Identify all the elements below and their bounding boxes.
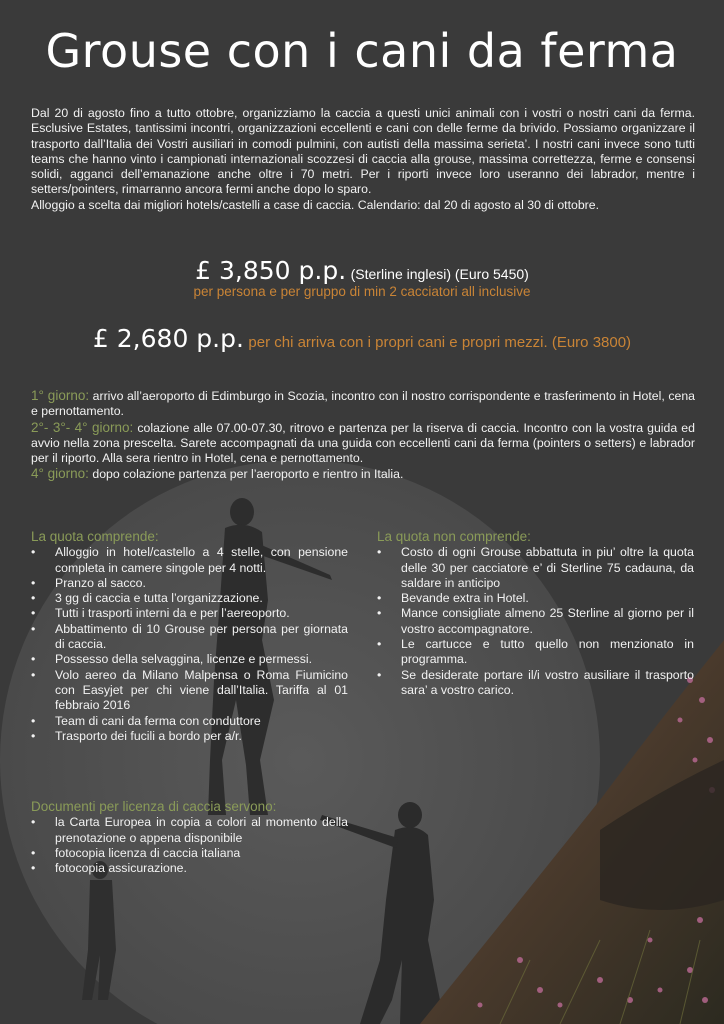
list-item: • Se desiderate portare il/i vostro ausiliare il trasporto sara’ a vostro carico.	[377, 668, 694, 699]
list-item: • Abbattimento di 10 Grouse per persona per giornata di caccia.	[31, 622, 348, 653]
intro-text	[31, 106, 695, 213]
day-label: 2°- 3°- 4° giorno:	[31, 419, 134, 435]
excludes-heading: La quota non comprende:	[377, 529, 531, 544]
includes-section	[31, 529, 348, 744]
list-item: • 3 gg di caccia e tutta l’organizzazione.	[31, 591, 348, 606]
list-item: • Team di cani da ferma con conduttore	[31, 714, 348, 729]
list-item: • Volo aereo da Milano Malpensa o Roma Fiumicino con Easyjet per chi viene dall’Italia. Tariffa al 01 febbraio 2016	[31, 668, 348, 714]
intro-paragraph: Dal 20 di agosto fino a tutto ottobre, organizziamo la caccia a questi unici animali con i vostri o nostri cani da ferma. Esclusive Estates, tantissimi incontri, organizzazioni eccellenti e cani con delle ferme da brivido. Possiamo organizzare il trasporto dall’Italia dei Vostri ausiliari in comodi pulmini, con autisti della massima serieta’. I nostri cani invece sono tutti teams che hanno vinto i campionati internazionali scozzesi di caccia alla grouse, massima correttezza, ferme e consensi solidi, agganci dell’emanazione anche oltre i 70 metri. Per i riporti invece loro useranno dei labrador, mentre i setters/pointers, rimarranno ancora fermi anche dopo lo sparo.	[31, 106, 695, 197]
excludes-list	[377, 545, 694, 698]
day-label: 4° giorno:	[31, 466, 89, 482]
day-text: dopo colazione partenza per l’aeroporto e rientro in Italia.	[88, 467, 404, 482]
list-item: • Le cartucce e tutto quello non menzionato in programma.	[377, 637, 694, 668]
list-item: • Tutti i trasporti interni da e per l’aereoporto.	[31, 606, 348, 621]
itinerary-day	[31, 420, 695, 467]
list-item: • la Carta Europea in copia a colori al momento della prenotazione o appena disponibile	[31, 815, 348, 846]
list-item: • Costo di ogni Grouse abbattuta in piu’ oltre la quota delle 30 per cacciatore e’ di Sterline 75 cadauna, da saldare in anticipo	[377, 545, 694, 591]
intro-paragraph: Alloggio a scelta dai migliori hotels/castelli a case di caccia. Calendario: dal 20 di agosto al 30 di ottobre.	[31, 197, 600, 212]
includes-list	[31, 545, 348, 744]
documents-section	[31, 799, 348, 876]
list-item: • Trasporto dei fucili a bordo per a/r.	[31, 729, 348, 744]
list-item: • fotocopia licenza di caccia italiana	[31, 846, 348, 861]
price-own-dogs-amount: £ 2,680 p.p.	[92, 324, 244, 353]
documents-heading: Documenti per licenza di caccia servono:	[31, 799, 277, 814]
documents-list	[31, 815, 348, 876]
itinerary-day	[31, 466, 695, 482]
day-text: arrivo all’aeroporto di Edimburgo in Scozia, incontro con il nostro corrispondente e trasferimento in Hotel, cena e pernottamento.	[31, 389, 695, 419]
price-own-dogs-note: per chi arriva con i propri cani e propri mezzi. (Euro 3800)	[248, 334, 632, 351]
excludes-section	[377, 529, 694, 698]
list-item: • Alloggio in hotel/castello a 4 stelle, con pensione completa in camere singole per 4 notti.	[31, 545, 348, 576]
day-label: 1° giorno:	[31, 388, 90, 403]
list-item: • fotocopia assicurazione.	[31, 861, 348, 876]
list-item: • Pranzo al sacco.	[31, 576, 348, 591]
list-item: • Mance consigliate almeno 25 Sterline al giorno per il vostro accompagnatore.	[377, 606, 694, 637]
itinerary-day	[31, 388, 695, 420]
price-main	[0, 256, 724, 285]
price-main-note: (Sterline inglesi) (Euro 5450)	[350, 266, 529, 282]
page-title: Grouse con i cani da ferma	[45, 24, 679, 78]
itinerary	[31, 388, 695, 483]
day-text: colazione alle 07.00-07.30, ritrovo e partenza per la riserva di caccia. Incontro con la vostra guida ed avvio nella zona prescelta. Sarete accompagnati da una guida con eccellenti cani da ferma (pointers o setters) e labrador per il riporto. Alla sera rientro in Hotel, cena e pernottamento.	[31, 420, 695, 466]
list-item: • Possesso della selvaggina, licenze e permessi.	[31, 652, 348, 667]
includes-heading: La quota comprende:	[31, 529, 159, 544]
price-main-subtitle: per persona e per gruppo di min 2 cacciatori all inclusive	[193, 284, 531, 299]
price-main-amount: £ 3,850 p.p.	[195, 256, 347, 285]
list-item: • Bevande extra in Hotel.	[377, 591, 694, 606]
price-own-dogs	[0, 324, 724, 353]
